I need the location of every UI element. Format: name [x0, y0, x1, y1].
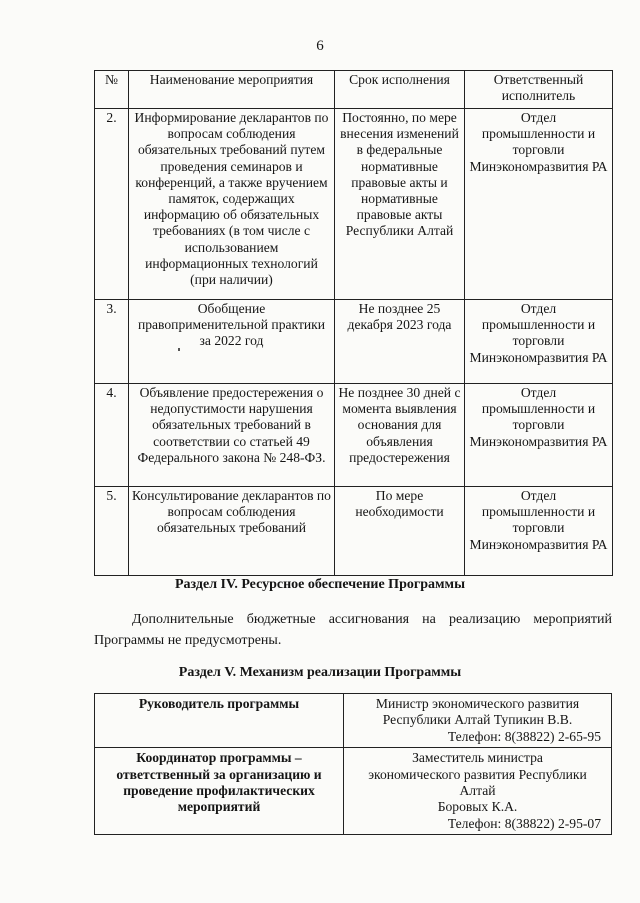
- contact-line: Заместитель министра: [412, 750, 543, 766]
- responsible: Отдел промышленности и торговли Минэкономразвития РА: [465, 487, 613, 576]
- contact-phone: Телефон: 8(38822) 2-95-07: [447, 815, 601, 831]
- deadline: Не позднее 25 декабря 2023 года: [335, 300, 465, 384]
- page-number: 6: [316, 38, 324, 54]
- event-name: Обобщение правоприменительной практики за 2022 год: [129, 300, 335, 384]
- program-mechanism-table: [94, 693, 612, 835]
- row-number: 4.: [95, 384, 129, 487]
- events-table: [94, 70, 613, 576]
- header-number: №: [95, 71, 129, 109]
- section-4-text-line-2: Программы не предусмотрены.: [94, 633, 282, 648]
- header-responsible: Ответственный исполнитель: [465, 71, 613, 109]
- header-event-name: Наименование мероприятия: [129, 71, 335, 109]
- contact-line: Министр экономического развития: [375, 696, 580, 711]
- section-5-title: Раздел V. Механизм реализации Программы: [178, 665, 462, 680]
- contact-line: Боровых К.А.: [437, 799, 518, 815]
- header-deadline: Срок исполнения: [335, 71, 465, 109]
- events-table-header: [95, 71, 613, 109]
- section-4-text: [94, 609, 612, 651]
- event-name: Консультирование декларантов по вопросам соблюдения обязательных требований: [129, 487, 335, 576]
- section-4-title: Раздел IV. Ресурсное обеспечение Программы: [174, 577, 465, 592]
- table-row: [95, 694, 612, 748]
- deadline: По мере необходимости: [335, 487, 465, 576]
- row-number: 2.: [95, 109, 129, 300]
- contact-line: экономического развития Республики: [368, 766, 587, 782]
- table-row: [95, 384, 613, 487]
- event-name: Информирование декларантов по вопросам соблюдения обязательных требований путем проведения семинаров и конференций, а также вручением памяток, содержащих информацию об обязательных требованиях (в том числе с использованием информационных технологий (при наличии): [129, 109, 335, 300]
- contact-line: Республики Алтай Тупикин В.В.: [382, 712, 573, 728]
- deadline: Не позднее 30 дней с момента выявления основания для объявления предостережения: [335, 384, 465, 487]
- table-row: [95, 487, 613, 576]
- role-label: Координатор программы – ответственный за организацию и проведение профилактических мероприятий: [95, 748, 344, 835]
- role-contact: [344, 694, 612, 748]
- responsible: Отдел промышленности и торговли Минэкономразвития РА: [465, 384, 613, 487]
- contact-phone: Телефон: 8(38822) 2-65-95: [447, 728, 601, 744]
- deadline: Постоянно, по мере внесения изменений в федеральные нормативные правовые акты и нормативные правовые акты Республики Алтай: [335, 109, 465, 300]
- table-row: [95, 109, 613, 300]
- responsible: Отдел промышленности и торговли Минэкономразвития РА: [465, 109, 613, 300]
- section-4-text-line-1: Дополнительные бюджетные ассигнования на реализацию мероприятий: [132, 612, 612, 627]
- scan-speck: [178, 348, 180, 351]
- responsible: Отдел промышленности и торговли Минэкономразвития РА: [465, 300, 613, 384]
- contact-line: Алтай: [459, 783, 496, 799]
- row-number: 3.: [95, 300, 129, 384]
- role-contact: [344, 748, 612, 835]
- role-label: Руководитель программы: [95, 694, 344, 748]
- row-number: 5.: [95, 487, 129, 576]
- table-row: [95, 748, 612, 835]
- table-row: [95, 300, 613, 384]
- event-name: Объявление предостережения о недопустимости нарушения обязательных требований в соответствии со статьей 49 Федерального закона № 248-ФЗ.: [129, 384, 335, 487]
